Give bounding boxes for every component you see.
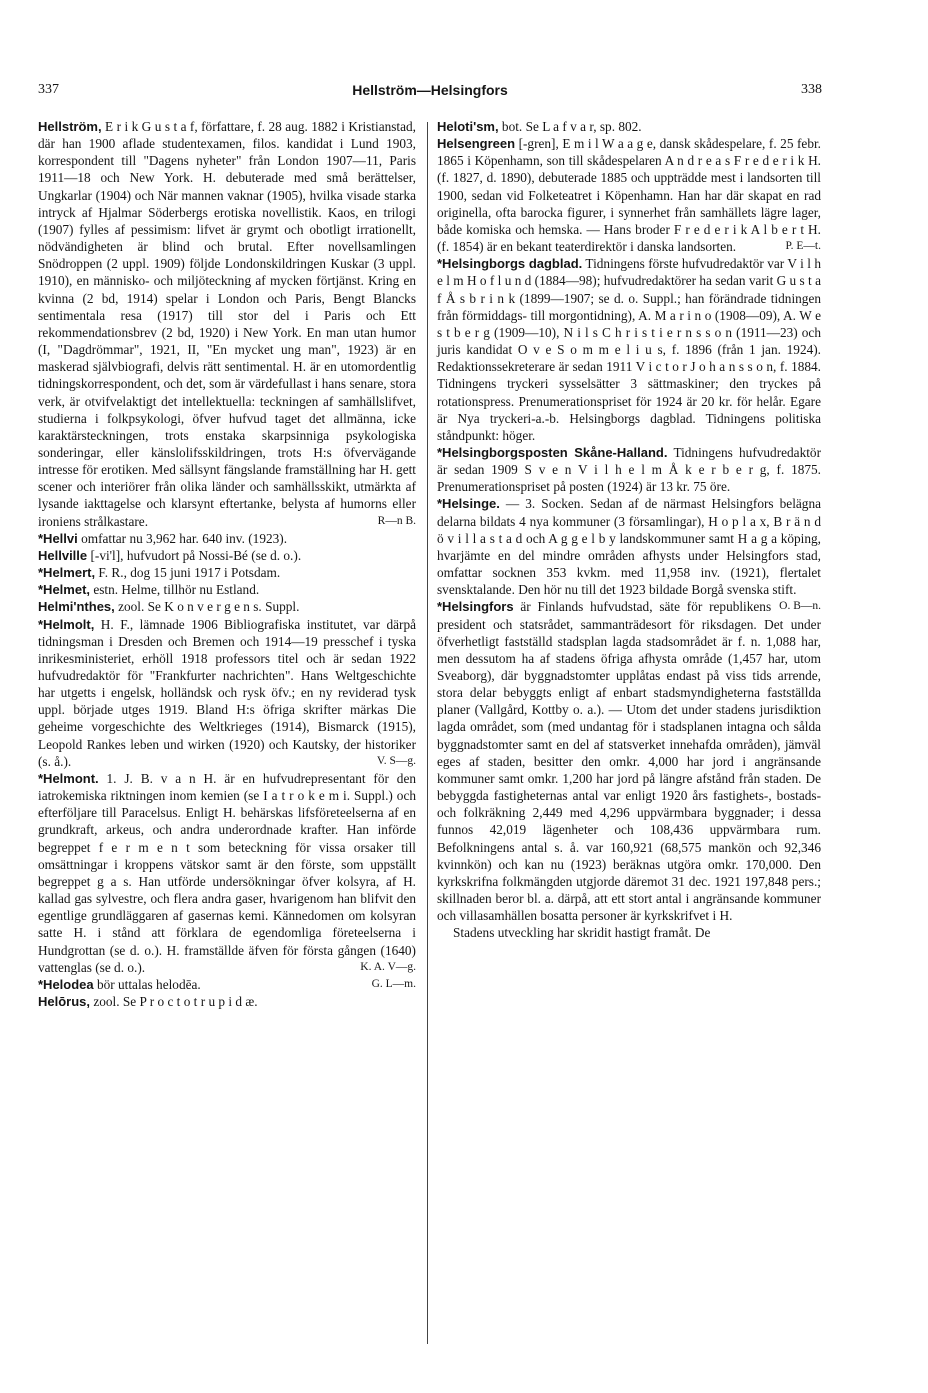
entry-headword: *Helmont. [38,770,99,786]
dictionary-entry [38,976,416,993]
entry-text: [-gren], E m i l W a a g e, dansk skådespelare, f. 25 febr. 1865 i Köpenhamn, son till skådespelaren A n d r e a s F r e d e r i k H. (f. 1827, d. 1890), debuterade 1885 och uppträdde mest i landsorten till 1900, sedan vid Folketeatret i Köpenhamn. Han har där skapat en rad originella, ofta barocka figurer, i synnerhet från samhällets lägre lager, både komiska och hemska. — Hans broder F r e d e r i k A l b e r t H. (f. 1854) är en bekant teaterdirektör i danska landsorten. [437,136,821,255]
entry-headword: *Helsinge. [437,496,500,512]
dictionary-entry [38,530,416,547]
dictionary-entry [38,616,416,770]
entry-text: bot. Se L a f v a r, sp. 802. [498,119,642,134]
page-header [38,82,822,104]
dictionary-entry [38,598,416,615]
entry-text: estn. Helme, tillhör nu Estland. [90,582,260,598]
running-title: Hellström—Helsingfors [352,82,508,98]
author-signature: O. B—n. [779,600,821,613]
left-column [38,118,416,1010]
entry-headword: Helsengreen [437,136,516,152]
author-signature: R—n B. [377,514,416,527]
entry-headword: *Hellvi [38,530,78,546]
entry-text: F. R., dog 15 juni 1917 i Potsdam. [95,565,281,581]
entry-headword: Hellström, [38,119,102,134]
entry-text: zool. Se K o n v e r g e n s. Suppl. [114,599,300,615]
entry-headword: Hellville [38,547,88,563]
entry-text: H. F., lämnade 1906 Bibliografiska institutet, var därpå tidningsman i Dresden och Bremen och 1914—19 presschef i tyska inrikesministeriet, erhöll 1918 professors titel och är sedan 1922 hufvudredaktör för "Frankfurter nachrichten". Hans Weltgeschichte har utgetts i engelsk, holländsk och rysk öfv.; en ny reviderad tysk uppl. började utges 1919. Bland H:s öfriga skrifter märkas Die geheime vorgeschichte des Weltkrieges (1914), Bismarck (1915), Leopold Rankes leben und wirken (1920) och Kautsky, der historiker (s. å.). [38,616,416,769]
entry-headword: Helmi'nthes, [38,599,115,615]
author-signature: P. E—t. [785,240,821,253]
entry-headword: *Helsingfors [437,599,514,615]
dictionary-entry [437,135,821,255]
right-column [437,118,821,942]
entry-text: E r i k G u s t a f, författare, f. 28 aug. 1882 i Kristianstad, där han 1900 aflade studentexamen, filos. kandidat i Lund 1903, korrespondent till "Dagens nyheter" från London 1907—11, Paris 1911—18 och New York. H. debuterade med små berättelser, Ungkarlar (1904) och När mannen vaknar (1905), hvilka visade starka intryck af Hjalmar Söderbergs erotiska novellistik. Kaos, en trilogi (1907) fylles af pessimism: lifvet är grymt och obotligt irrationellt, nödvändigheten är blind och brutal. Efter novellsamlingen Snödroppen (2 uppl. 1909) följde Londonskildringen Kuskar (3 uppl. 1910), en människo- och miljöteckning af mycken förtjänst. Kring en kvinna (2 bd, 1914) spelar i London och Paris, Bengt Blancks sentimentala resa (1917) till stor del i Paris och Ett rekommendationsbrev (2 bd, 1920) i New York. En man utan humor (I, "Dagdrömmar", 1921, II, "En mycket ung man", 1923) är en maskerad självbiografi, delvis rätt sentimental. H. är en utomordentlig tidningskorrespondent, och det, som är värdefullast i hans senare, stora verk, är otvifvelaktigt det intellektuella: teckningen af samhällslifvet, studierna i folkpsykologi, öfver hufvud taget det allmänna, icke karaktärsteckningen, trots enstaka skarpsinniga psykologiska sonderingar, eller känslolifsskildringen, trots H:s öfvervägande intresse för erotiken. Med sällsynt fängslande framställning har H. gett scener och interiörer från olika länder och samhällsskikt, utmärkta af lysande iakttagelse och klarsynt eftertanke, belysta af humorns eller ironiens strålkastare. [38,119,416,529]
entry-headword: *Helmet, [38,582,91,598]
continuation-paragraph: Stadens utveckling har skridit hastigt framåt. De [453,925,711,941]
entry-headword: *Helmert, [38,565,96,581]
entry-headword: Heloti'sm, [437,119,499,134]
entry-text: zool. Se P r o c t o t r u p i d æ. [90,993,258,1009]
entry-text: [-vi'l], hufvudort på Nossi-Bé (se d. o.). [87,547,302,563]
dictionary-entry [437,118,821,135]
dictionary-entry [437,495,821,613]
entry-headword: *Helodea [38,976,94,992]
entry-headword: *Helmolt, [38,616,95,632]
column-divider [427,122,428,1344]
dictionary-entry [437,598,821,924]
author-signature: K. A. V—g. [360,960,416,973]
entry-text: Tidningens förste hufvudredaktör var V i l h e l m H o f l u n d (1884—98); hufvudredaktörer ha sedan varit G u s t a f Å s b r i n k (1899—1907; se d. o. Suppl.; han förändrade tidningen från förmiddags- till morgontidning), A. M a r i n o (1908—09), A. W e s t b e r g (1909—10), N i l s C h r i s t i e r n s s o n (1911—23) och juris kandidat O v e S o m m e l i u s, f. 1896 (från 1 jan. 1924). Redaktionssekreterare är sedan 1911 V i c t o r J o h a n s s o n, f. 1884. Tidningens tryckeri sysselsätter 3 sättmaskiner; den tryckes på rotationspress. Prenumerationspriset för 1924 är 20 kr. för helår. Egare är Nya tryckeri-a.-b. Helsingborgs dagblad. Tidningens politiska ståndpunkt: höger. [437,256,821,443]
entry-text: — 3. Socken. Sedan af de närmast Helsingfors belägna delarna bildats 4 nya kommuner (3 församlingar), H o p l a x, B r ä n d ö v i l l a s t a d och A g g e l b y landskommuner samt H a g a köping, hvarjämte en del mindre områden afhysts under Helsingfors stad, omfattar socknen 353 kvkm. med 11,958 inv. (1921), flertalet svensktalande. Den hör nu till det 1923 bildade Borgå svenska stift. [437,496,821,598]
page-number-right: 338 [801,82,822,97]
entry-headword: *Helsingborgs dagblad. [437,256,583,272]
entry-text: 1. J. B. v a n H. är en hufvudrepresentant för den iatrokemiska riktningen inom kemien (se I a t r o k e m i. Suppl.) och efterföljare till Paracelsus. Enligt H. behärskas lifsföreteelserna af en grundkraft, arkeus, och andra underordnade krafter. Han införde begreppet f e r m e n t som beteckning för vissa orsaker till omsättningar i kroppens vätskor samt är den förste, som uppställt begreppet g a s. Han utförde undersökningar öfver kolsyra, af H. kallad gas sylvestre, och flera andra gaser, hvarigenom han blifvit den egentlige grundläggaren af gasernas kemi. Kännedomen om kolsyran satte H. i stånd att förklara de egendomliga företeelserna i Hundgrottan (se d. o.). H. framställde äfven för första gången (1640) vattenglas (se d. o.). [38,770,416,975]
dictionary-entry [437,444,821,495]
page-number-left: 337 [38,82,59,97]
author-signature: V. S—g. [376,754,416,767]
entry-headword: Helōrus, [38,993,91,1009]
dictionary-entry [38,564,416,581]
dictionary-entry [38,770,416,976]
entry-text: Tidningens hufvudredaktör är sedan 1909 S v e n V i l h e l m Å k e r b e r g, f. 1875. Prenumerationspriset på posten (1924) är 13 kr. 75 öre. [437,444,821,495]
entry-text: omfattar nu 3,962 har. 640 inv. (1923). [77,530,288,546]
dictionary-entry [437,255,821,444]
entry-text: är Finlands hufvudstad, säte för republikens president och statsrådet, sammanträdesort för riksdagen. Det under öfverhetligt fastställd stadsplan lagda stadsområdet är f. n. 1,088 har, men dessutom ha af stadens öfriga afhysta område (1,457 har, utom Sveaborg), där byggnadstomter upplåtas endast på viss tids arrende, stora delar bebyggts enligt af enbart stadsmyndigheterna fastställda planer (Vallgård, Kottby o. a.). — Utom det under stadens jurisdiktion lagda området, som (med undantag för i stadsplanen intagna och sålda byggnadstomter samt en del af statsverket innehafda områden), jämväl eges af staden, besitter den omkr. 4,000 har jord i angränsande kommuner samt omkr. 1,200 har jord på längre afstånd från staden. De bebyggda fastigheternas antal var enligt 1920 års fastighets-, bostads- och folkräkning 2,449 med 4,296 uppvärmbara byggnader; i dessa funnos 42,019 lägenheter och 108,436 uppvärmbara rum. Befolkningens antal s. å. var 160,921 (68,575 mankön och 92,346 kvinnkön) och kan nu (1923) beräknas utgöra omkr. 170,000. Den kyrkskrifna folkmängden utgjorde däremot 31 dec. 1921 197,848 pers.; skillnaden beror bl. a. därpå, att ett stort antal i angränsande kommuner och villasamhällen bosatta personer är kyrkskrifvet i H. [437,599,821,924]
dictionary-entry [38,993,416,1010]
entry-headword: *Helsingborgsposten Skåne-Halland. [437,444,668,460]
entry-text: bör uttalas helodēa. [93,976,201,992]
dictionary-entry [38,581,416,598]
author-signature: G. L—m. [371,977,416,990]
dictionary-entry [38,547,416,564]
dictionary-entry [38,118,416,530]
